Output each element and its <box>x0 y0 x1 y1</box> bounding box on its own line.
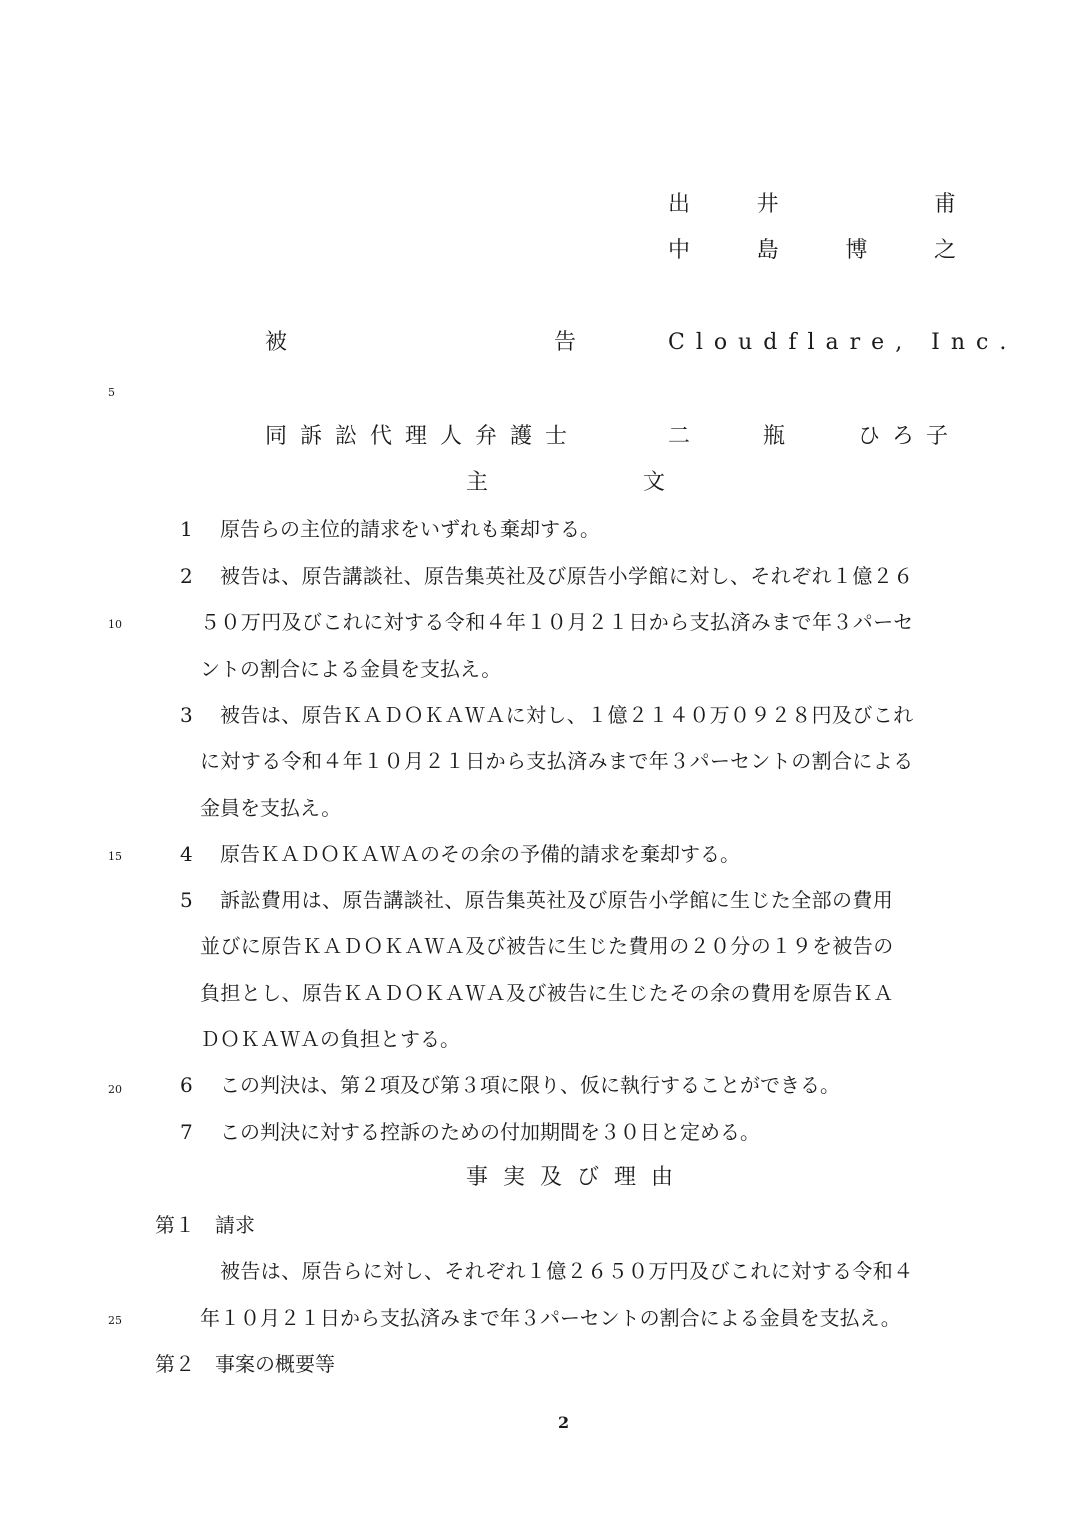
item-4-number: 4 <box>180 842 193 866</box>
defendant-label-right: 告 <box>554 330 577 355</box>
item-1-line-1: 原告らの主位的請求をいずれも棄却する。 <box>220 517 600 541</box>
line-number-5: 5 <box>108 386 115 399</box>
defendant-label-left: 被 <box>265 330 288 355</box>
item-5-line-2: 並びに原告ＫＡＤＯＫＡＷＡ及び被告に生じた費用の２０分の１９を被告の <box>200 934 894 958</box>
attorney-2-char-3: 博 <box>845 238 868 263</box>
item-3-line-1: 被告は、原告ＫＡＤＯＫＡＷＡに対し、１億２１４０万０９２８円及びこれ <box>220 703 914 727</box>
attorney-1-char-2: 井 <box>756 192 779 217</box>
attorney-2-char-1: 中 <box>668 238 691 263</box>
representative-char-2: 瓶 <box>762 424 785 449</box>
line-number-20: 20 <box>108 1083 122 1096</box>
section-1-line-2: 年１０月２１日から支払済みまで年３パーセントの割合による金員を支払え。 <box>200 1306 901 1330</box>
representative-char-1: 二 <box>668 424 691 449</box>
representative-char-3: ひろ子 <box>857 424 960 449</box>
item-1-number: 1 <box>180 517 193 541</box>
attorney-2-char-2: 島 <box>756 238 779 263</box>
item-5-line-3: 負担とし、原告ＫＡＤＯＫＡＷＡ及び被告に生じたその余の費用を原告ＫＡ <box>200 981 894 1005</box>
item-5-line-1: 訴訟費用は、原告講談社、原告集英社及び原告小学館に生じた全部の費用 <box>220 888 894 912</box>
representative-label: 同訴訟代理人弁護士 <box>265 424 581 449</box>
item-5-line-4: ＤＯＫＡＷＡの負担とする。 <box>200 1027 460 1051</box>
item-3-line-2: に対する令和４年１０月２１日から支払済みまで年３パーセントの割合による <box>200 749 914 773</box>
attorney-1-char-4: 甫 <box>933 192 956 217</box>
line-number-25: 25 <box>108 1314 122 1327</box>
item-2-line-2: ５０万円及びこれに対する令和４年１０月２１日から支払済みまで年３パーセ <box>200 610 914 634</box>
item-3-number: 3 <box>180 703 193 727</box>
item-6-line-1: この判決は、第２項及び第３項に限り、仮に執行することができる。 <box>220 1073 840 1097</box>
item-2-line-1: 被告は、原告講談社、原告集英社及び原告小学館に対し、それぞれ１億２６ <box>220 564 914 588</box>
line-number-10: 10 <box>108 618 122 631</box>
section-1-line-1: 被告は、原告らに対し、それぞれ１億２６５０万円及びこれに対する令和４ <box>220 1259 914 1283</box>
attorney-name-2 <box>668 236 956 266</box>
item-2-line-3: ントの割合による金員を支払え。 <box>200 657 502 681</box>
defendant-name: Cloudflare, Inc. <box>668 330 1018 355</box>
facts-heading: 事 実 及 び 理 由 <box>466 1165 677 1190</box>
page-number: 2 <box>558 1413 570 1432</box>
judgment-heading-char-1: 主 <box>466 470 489 495</box>
item-5-number: 5 <box>180 888 193 912</box>
item-2-number: 2 <box>180 564 193 588</box>
item-6-number: 6 <box>180 1073 193 1097</box>
judgment-heading-char-2: 文 <box>643 470 666 495</box>
attorney-1-char-3 <box>845 190 867 220</box>
item-7-number: 7 <box>180 1120 193 1144</box>
line-number-15: 15 <box>108 850 122 863</box>
attorney-2-char-4: 之 <box>933 238 956 263</box>
item-3-line-3: 金員を支払え。 <box>200 796 342 820</box>
attorney-name-1 <box>668 190 956 220</box>
item-7-line-1: この判決に対する控訴のための付加期間を３０日と定める。 <box>220 1120 760 1144</box>
section-1-title: 第１ 請求 <box>155 1213 255 1237</box>
attorney-1-char-1: 出 <box>668 192 691 217</box>
section-2-title: 第２ 事案の概要等 <box>155 1352 335 1376</box>
representative-name <box>668 422 960 452</box>
item-4-line-1: 原告ＫＡＤＯＫＡＷＡのその余の予備的請求を棄却する。 <box>220 842 740 866</box>
